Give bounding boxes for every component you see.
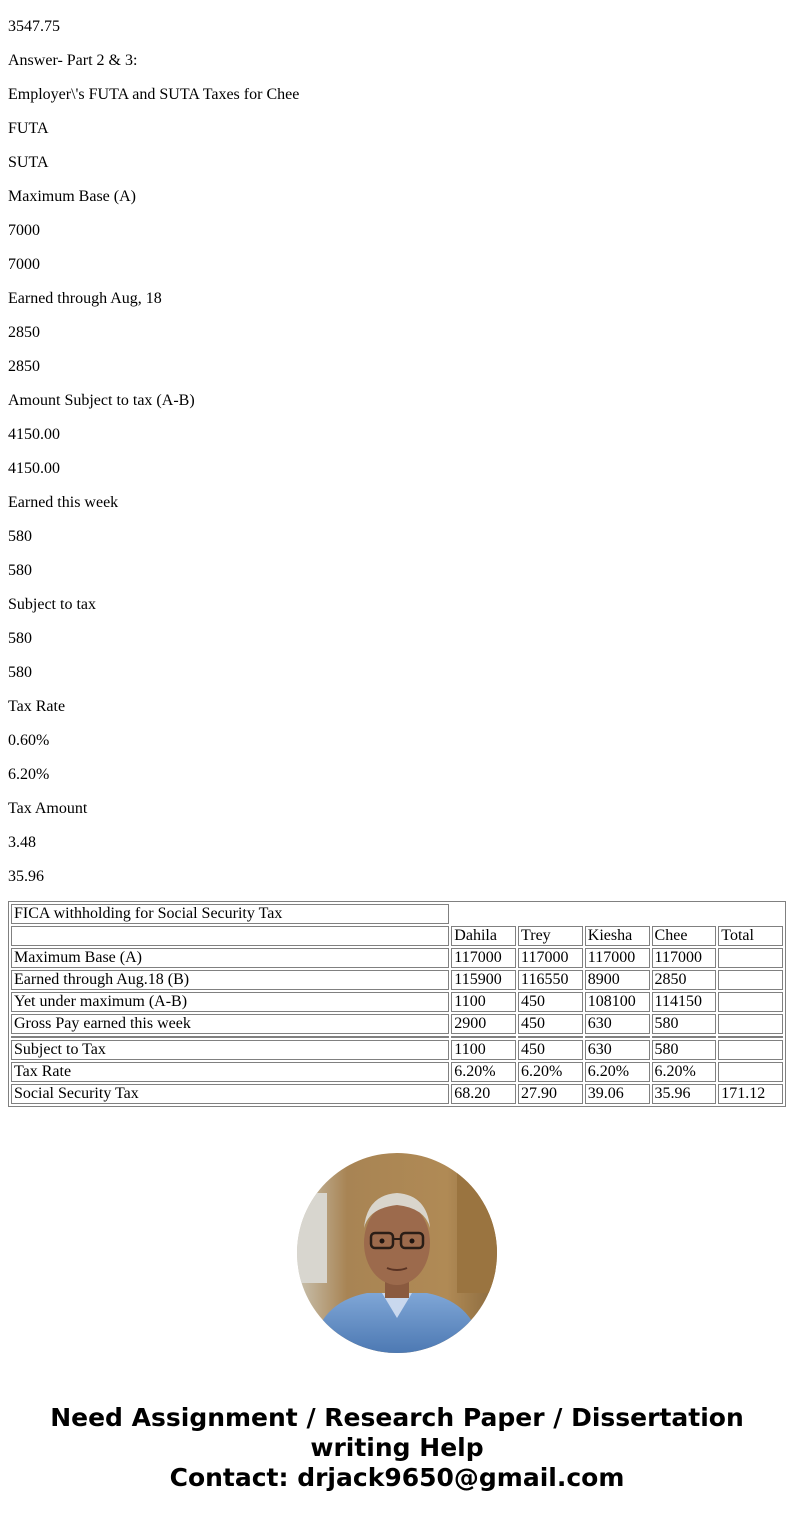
text-line: 7000	[8, 256, 40, 273]
text-line: Tax Rate	[8, 698, 66, 715]
table-cell	[718, 992, 783, 1012]
row-label: Yet under maximum (A-B)	[11, 992, 449, 1012]
text-line: FUTA	[8, 120, 49, 137]
document-body	[8, 0, 786, 1107]
column-header: Total	[718, 926, 783, 946]
row-label: Social Security Tax	[11, 1084, 449, 1104]
table-cell: 6.20%	[585, 1062, 650, 1082]
table-cell: 630	[585, 1014, 650, 1034]
text-line: Amount Subject to tax (A-B)	[8, 392, 195, 409]
text-line: Employer\'s FUTA and SUTA Taxes for Chee	[8, 86, 300, 103]
table-cell	[718, 1014, 783, 1034]
portrait-image	[297, 1153, 497, 1353]
table-cell: 27.90	[518, 1084, 583, 1104]
table-cell: 2900	[451, 1014, 516, 1034]
table-cell: 108100	[585, 992, 650, 1012]
table-cell: 1100	[451, 1040, 516, 1060]
text-line: 580	[8, 528, 32, 545]
table-cell: 580	[652, 1040, 717, 1060]
table-title: FICA withholding for Social Security Tax	[11, 904, 449, 924]
text-line: Maximum Base (A)	[8, 188, 136, 205]
text-line: 2850	[8, 358, 40, 375]
table-cell: 1100	[451, 992, 516, 1012]
promo-footer	[0, 1403, 794, 1493]
empty-cell	[518, 904, 583, 924]
table-cell: 114150	[652, 992, 717, 1012]
text-line: 7000	[8, 222, 40, 239]
text-line: 4150.00	[8, 426, 60, 443]
empty-cell	[718, 904, 783, 924]
table-row	[11, 1014, 783, 1034]
table-cell	[718, 1040, 783, 1060]
table-row	[11, 948, 783, 968]
table-cell: 450	[518, 1014, 583, 1034]
text-line: Subject to tax	[8, 596, 96, 613]
table-separator	[11, 1036, 783, 1038]
table-cell: 2850	[652, 970, 717, 990]
table-cell: 6.20%	[518, 1062, 583, 1082]
table-cell: 115900	[451, 970, 516, 990]
text-line: 4150.00	[8, 460, 60, 477]
table-cell: 117000	[585, 948, 650, 968]
table-cell: 6.20%	[652, 1062, 717, 1082]
table-row	[11, 970, 783, 990]
contact-line: Contact: drjack9650@gmail.com	[169, 1463, 625, 1492]
table-cell: 171.12	[718, 1084, 783, 1104]
text-line: 580	[8, 562, 32, 579]
table-cell: 6.20%	[451, 1062, 516, 1082]
table-cell: 450	[518, 1040, 583, 1060]
table-cell: 116550	[518, 970, 583, 990]
table-row	[11, 992, 783, 1012]
table-row	[11, 1062, 783, 1082]
separator-cell	[718, 1036, 783, 1038]
column-header: Chee	[652, 926, 717, 946]
table-cell: 68.20	[451, 1084, 516, 1104]
promo-line-2: writing Help	[310, 1433, 484, 1462]
text-line: Earned this week	[8, 494, 119, 511]
text-line	[8, 0, 786, 2]
text-line: 3547.75	[8, 18, 60, 35]
text-line: 2850	[8, 324, 40, 341]
text-line: 3.48	[8, 834, 36, 851]
table-cell: 35.96	[652, 1084, 717, 1104]
column-header: Trey	[518, 926, 583, 946]
text-line: SUTA	[8, 154, 49, 171]
table-header-row	[11, 926, 783, 946]
text-line: Earned through Aug, 18	[8, 290, 162, 307]
fica-table	[8, 901, 786, 1107]
separator-cell	[652, 1036, 717, 1038]
row-label: Earned through Aug.18 (B)	[11, 970, 449, 990]
empty-cell	[585, 904, 650, 924]
table-cell: 117000	[518, 948, 583, 968]
row-label: Subject to Tax	[11, 1040, 449, 1060]
column-header: Dahila	[451, 926, 516, 946]
table-cell: 8900	[585, 970, 650, 990]
table-cell	[718, 1062, 783, 1082]
column-header	[11, 926, 449, 946]
text-line: 580	[8, 630, 32, 647]
separator-cell	[585, 1036, 650, 1038]
table-cell	[718, 970, 783, 990]
table-cell: 450	[518, 992, 583, 1012]
text-line: 35.96	[8, 868, 44, 885]
row-label: Maximum Base (A)	[11, 948, 449, 968]
table-cell	[718, 948, 783, 968]
table-cell: 580	[652, 1014, 717, 1034]
column-header: Kiesha	[585, 926, 650, 946]
text-line: 6.20%	[8, 766, 50, 783]
table-title-row	[11, 904, 783, 924]
text-line: Tax Amount	[8, 800, 88, 817]
text-line: 580	[8, 664, 32, 681]
author-photo	[297, 1153, 497, 1353]
empty-cell	[451, 904, 516, 924]
text-line: 0.60%	[8, 732, 50, 749]
empty-cell	[652, 904, 717, 924]
promo-line-1: Need Assignment / Research Paper / Dissertation	[50, 1403, 744, 1432]
text-line: Answer- Part 2 & 3:	[8, 52, 138, 69]
separator-cell	[451, 1036, 516, 1038]
separator-cell	[11, 1036, 449, 1038]
table-cell: 117000	[451, 948, 516, 968]
table-row	[11, 1084, 783, 1104]
table-cell: 117000	[652, 948, 717, 968]
table-cell: 630	[585, 1040, 650, 1060]
answer-lines	[8, 0, 786, 886]
table-cell: 39.06	[585, 1084, 650, 1104]
table-row	[11, 1040, 783, 1060]
separator-cell	[518, 1036, 583, 1038]
row-label: Gross Pay earned this week	[11, 1014, 449, 1034]
row-label: Tax Rate	[11, 1062, 449, 1082]
